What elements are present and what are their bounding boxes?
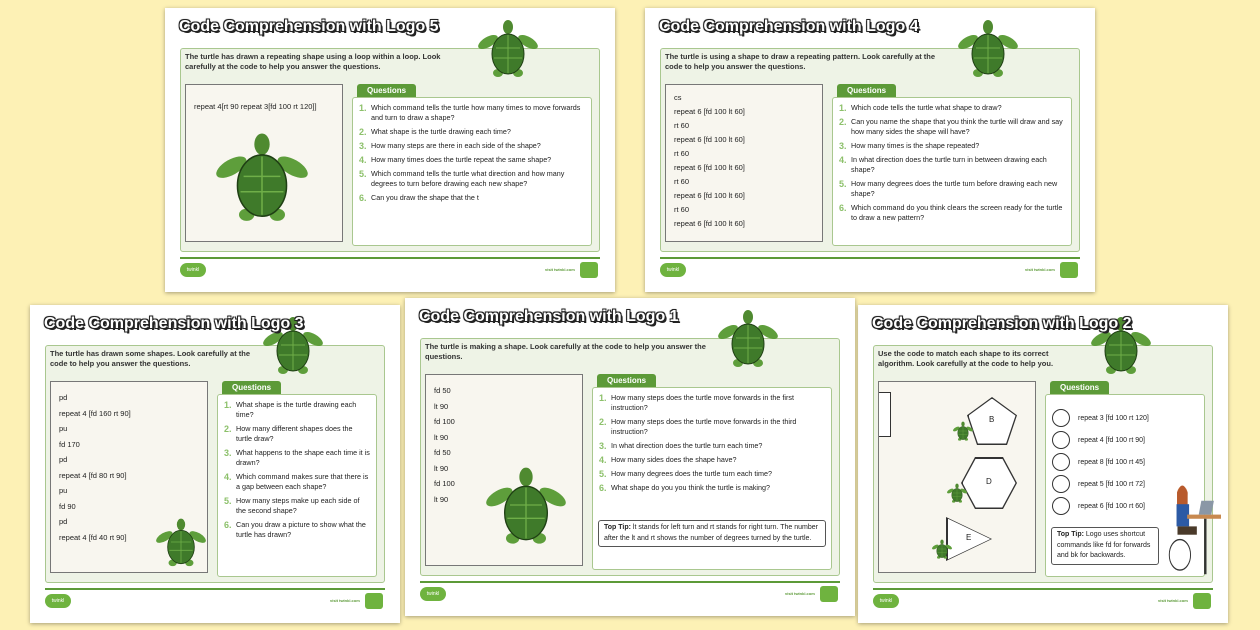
code-line: lt 90 (434, 401, 449, 411)
question-number: 6. (359, 193, 367, 203)
worksheet-title: Code Comprehension with Logo 1 (419, 308, 679, 325)
question-number: 6. (224, 520, 232, 530)
question-item (224, 400, 370, 420)
code-line: repeat 4 [fd 40 rt 90] (59, 532, 127, 542)
worksheet-card-logo3[interactable] (30, 305, 400, 623)
turtle-illustration (216, 130, 308, 232)
question-item (359, 127, 585, 137)
code-box (425, 374, 583, 566)
code-line: repeat 6 [fd 100 lt 60] (674, 107, 745, 116)
code-box (185, 84, 343, 242)
worksheet-title: Code Comprehension with Logo 3 (44, 315, 304, 332)
question-text: Which command do you think clears the screen ready for the turtle to draw a new pattern? (851, 203, 1063, 222)
question-item (224, 520, 370, 540)
quality-badge-icon (365, 593, 383, 609)
twinkl-logo: twinkl (873, 594, 899, 608)
questions-tab: Questions (1050, 381, 1109, 394)
worksheet-title: Code Comprehension with Logo 2 (872, 315, 1132, 332)
footer-line (873, 588, 1213, 590)
question-number: 1. (599, 393, 607, 403)
question-item (599, 455, 825, 465)
intro-text: The turtle has drawn some shapes. Look carefully at the code to help you answer the questions. (50, 349, 251, 368)
questions-tab: Questions (357, 84, 416, 97)
question-number: 4. (359, 155, 367, 165)
turtle-sticker-icon (957, 18, 1019, 84)
code-line: rt 60 (674, 205, 690, 214)
footer-line (180, 257, 600, 259)
top-tip-label: Top Tip: (1057, 531, 1084, 538)
question-item (839, 179, 1065, 199)
twinkl-logo: twinkl (180, 263, 206, 277)
code-line: lt 90 (434, 463, 449, 473)
question-text: What happens to the shape each time it is drawn? (236, 448, 370, 467)
code-box (50, 381, 208, 573)
intro-text: The turtle has drawn a repeating shape using a loop within a loop. Look carefully at the code to help you answer the questions. (185, 52, 441, 71)
shape-label: B (989, 415, 995, 424)
shape-label: D (986, 477, 992, 486)
questions-box (832, 97, 1072, 246)
question-text: What shape do you you think the turtle is making? (611, 483, 771, 492)
code-line: rt 60 (674, 149, 690, 158)
algorithm-option (1052, 409, 1198, 427)
question-item (359, 155, 585, 165)
question-number: 1. (224, 400, 232, 410)
algorithm-text: repeat 6 [fd 100 rt 60] (1078, 502, 1145, 510)
question-text: How many steps does the turtle move forwards in the first instruction? (611, 393, 794, 412)
question-number: 1. (359, 103, 367, 113)
quality-badge-icon (1060, 262, 1078, 278)
question-number: 3. (224, 448, 232, 458)
question-text: How many degrees does the turtle turn before drawing each new shape? (851, 179, 1058, 198)
visit-link: visit twinkl.com (330, 598, 360, 603)
code-line: lt 90 (434, 432, 449, 442)
question-text: Which command tells the turtle how many times to move forwards and turn to draw a shape? (371, 103, 581, 122)
shape-label: E (966, 533, 972, 542)
question-text: How many steps make up each side of the second shape? (236, 496, 360, 515)
question-number: 3. (599, 441, 607, 451)
question-text: Can you draw the shape that the t (371, 193, 479, 202)
turtle-icon (953, 421, 973, 443)
question-item (839, 117, 1065, 137)
question-text: How many degrees does the turtle turn each time? (611, 469, 773, 478)
quality-badge-icon (820, 586, 838, 602)
algorithm-text: repeat 8 [fd 100 rt 45] (1078, 458, 1145, 466)
code-line: fd 100 (434, 417, 455, 426)
twinkl-logo: twinkl (420, 587, 446, 601)
algorithm-option (1052, 453, 1198, 471)
question-item (224, 472, 370, 492)
question-number: 4. (224, 472, 232, 482)
code-line: cs (674, 93, 682, 102)
question-item (599, 441, 825, 451)
question-text: Can you name the shape that you think the turtle will draw and say how many sides the shape will have? (851, 117, 1063, 136)
code-line: fd 170 (59, 439, 80, 449)
question-text: What shape is the turtle drawing each time? (236, 400, 357, 419)
question-number: 2. (224, 424, 232, 434)
question-item (839, 141, 1065, 151)
question-text: Which command makes sure that there is a gap between each shape? (236, 472, 369, 491)
answer-circle[interactable] (1052, 409, 1070, 427)
question-item (224, 496, 370, 516)
twinkl-logo: twinkl (45, 594, 71, 608)
worksheet-card-logo1[interactable] (405, 298, 855, 616)
question-text: Which command tells the turtle what direction and how many degrees to turn before drawing each new shape? (371, 169, 565, 188)
footer-line (660, 257, 1080, 259)
top-tip-box (598, 520, 826, 547)
question-number: 5. (224, 496, 232, 506)
question-text: How many different shapes does the turtle draw? (236, 424, 353, 443)
question-number: 6. (599, 483, 607, 493)
worksheet-card-logo5[interactable] (165, 8, 615, 292)
code-line: pd (59, 393, 68, 402)
quality-badge-icon (580, 262, 598, 278)
wheelchair-user-illustration (1163, 473, 1221, 577)
code-line: repeat 6 [fd 100 lt 60] (674, 135, 745, 144)
code-line: repeat 4 [fd 80 rt 90] (59, 470, 127, 480)
question-text: How many steps does the turtle move forwards in the third instruction? (611, 417, 797, 436)
code-line: pu (59, 486, 68, 495)
answer-circle[interactable] (1052, 475, 1070, 493)
shape-partial (879, 392, 891, 437)
code-line: lt 90 (434, 494, 449, 504)
question-number: 2. (839, 117, 847, 127)
visit-link: visit twinkl.com (1025, 267, 1055, 272)
worksheet-title: Code Comprehension with Logo 5 (179, 18, 439, 35)
code-line: repeat 4[rt 90 repeat 3[fd 100 rt 120]] (194, 102, 317, 111)
code-line: repeat 4 [fd 160 rt 90] (59, 408, 131, 418)
question-text: In what direction does the turtle turn each time? (611, 441, 763, 450)
turtle-sticker-icon (477, 18, 539, 84)
code-line: rt 60 (674, 121, 690, 130)
question-item (599, 417, 825, 437)
question-number: 3. (839, 141, 847, 151)
question-text: How many sides does the shape have? (611, 455, 737, 464)
question-item (599, 483, 825, 493)
worksheet-card-logo4[interactable] (645, 8, 1095, 292)
algorithm-text: repeat 4 [fd 100 rt 90] (1078, 436, 1145, 444)
algorithm-text: repeat 5 [fd 100 rt 72] (1078, 480, 1145, 488)
questions-box (217, 394, 377, 577)
algorithm-option (1052, 431, 1198, 449)
worksheet-card-logo2[interactable] (858, 305, 1228, 623)
code-line: fd 100 (434, 479, 455, 488)
questions-tab: Questions (837, 84, 896, 97)
questions-tab: Questions (597, 374, 656, 387)
answer-circle[interactable] (1052, 453, 1070, 471)
worksheet-title: Code Comprehension with Logo 4 (659, 18, 919, 35)
question-item (224, 424, 370, 444)
question-text: How many times is the shape repeated? (851, 141, 980, 150)
question-number: 1. (839, 103, 847, 113)
answer-circle[interactable] (1052, 431, 1070, 449)
question-item (839, 155, 1065, 175)
footer-line (45, 588, 385, 590)
question-item (599, 469, 825, 479)
question-item (599, 393, 825, 413)
twinkl-logo: twinkl (660, 263, 686, 277)
questions-box (352, 97, 592, 246)
question-number: 4. (599, 455, 607, 465)
question-item (359, 193, 585, 203)
quality-badge-icon (1193, 593, 1211, 609)
visit-link: visit twinkl.com (785, 591, 815, 596)
question-text: Can you draw a picture to show what the turtle has drawn? (236, 520, 366, 539)
visit-link: visit twinkl.com (545, 267, 575, 272)
question-item (359, 169, 585, 189)
top-tip-text: lt stands for left turn and rt stands for right turn. The number after the lt and rt shows the number of degrees turned by the turtle. (604, 524, 818, 542)
question-text: In what direction does the turtle turn in between drawing each shape? (851, 155, 1047, 174)
code-box (878, 381, 1036, 573)
turtle-icon (932, 539, 952, 561)
question-item (839, 203, 1065, 223)
footer-line (420, 581, 840, 583)
question-number: 3. (359, 141, 367, 151)
question-item (359, 141, 585, 151)
question-item (224, 448, 370, 468)
answer-circle[interactable] (1052, 497, 1070, 515)
question-text: What shape is the turtle drawing each time? (371, 127, 511, 136)
question-text: Which code tells the turtle what shape to draw? (851, 103, 1002, 112)
code-line: repeat 6 [fd 100 lt 60] (674, 191, 745, 200)
code-line: pd (59, 455, 68, 464)
top-tip-label: Top Tip: (604, 524, 631, 531)
turtle-sticker-icon (717, 308, 779, 374)
intro-text: The turtle is making a shape. Look carefully at the code to help you answer the questions. (425, 342, 706, 361)
question-number: 5. (359, 169, 367, 179)
code-line: fd 50 (434, 448, 451, 457)
question-number: 4. (839, 155, 847, 165)
algorithm-text: repeat 3 [fd 100 rt 120] (1078, 414, 1149, 422)
code-line: pd (59, 517, 68, 526)
question-text: How many steps are there in each side of the shape? (371, 141, 541, 150)
question-number: 2. (359, 127, 367, 137)
code-line: fd 90 (59, 501, 76, 511)
top-tip-text: Logo uses shortcut commands like fd for forwards and bk for backwards. (1057, 531, 1151, 559)
code-line: pu (59, 424, 68, 433)
top-tip-box (1051, 527, 1159, 565)
question-number: 5. (599, 469, 607, 479)
question-number: 2. (599, 417, 607, 427)
question-item (839, 103, 1065, 113)
intro-text: The turtle is using a shape to draw a repeating pattern. Look carefully at the code to help you answer the questions. (665, 52, 936, 71)
turtle-icon (947, 483, 967, 505)
question-number: 6. (839, 203, 847, 213)
question-item (359, 103, 585, 123)
question-number: 5. (839, 179, 847, 189)
code-line: fd 50 (434, 386, 451, 395)
question-text: How many times does the turtle repeat the same shape? (371, 155, 552, 164)
code-line: repeat 6 [fd 100 lt 60] (674, 163, 745, 172)
intro-text: Use the code to match each shape to its correct algorithm. Look carefully at the code to help you. (878, 349, 1054, 368)
code-line: rt 60 (674, 177, 690, 186)
questions-tab: Questions (222, 381, 281, 394)
visit-link: visit twinkl.com (1158, 598, 1188, 603)
code-box (665, 84, 823, 242)
code-line: repeat 6 [fd 100 lt 60] (674, 219, 745, 228)
